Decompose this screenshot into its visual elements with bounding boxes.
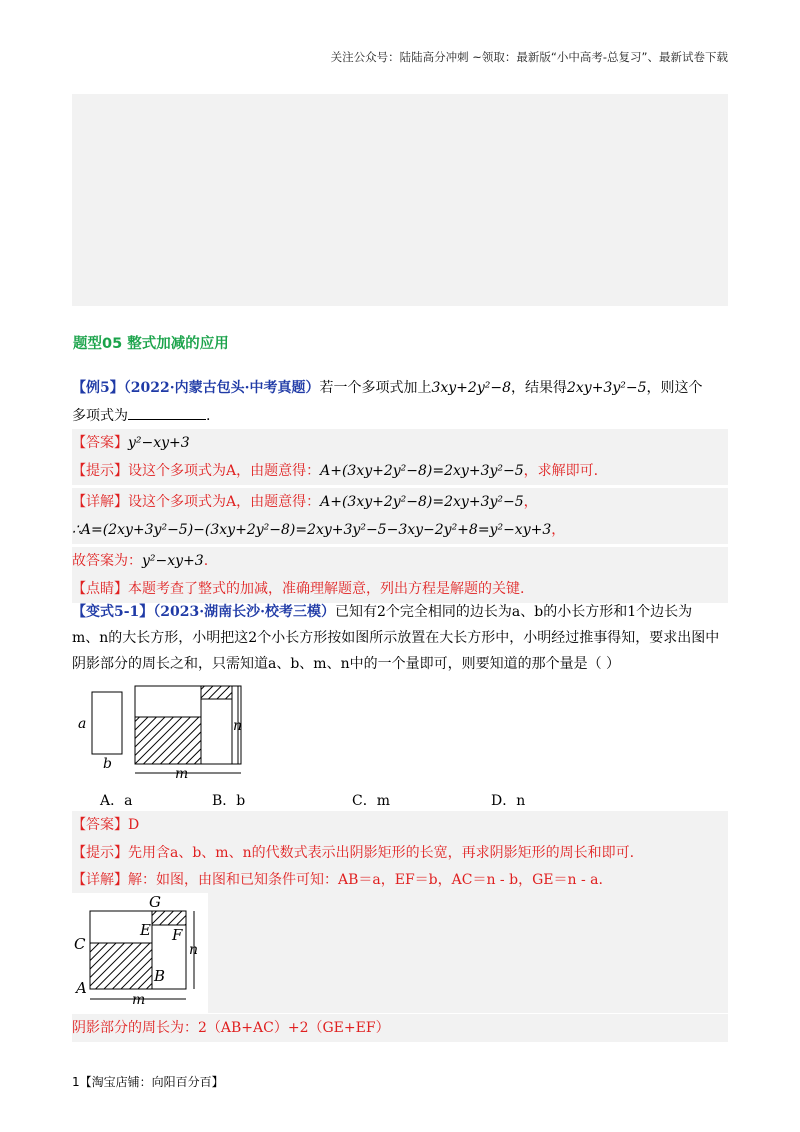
- example-text: 多项式为: [72, 408, 128, 424]
- example-text: 若一个多项式加上: [319, 380, 432, 396]
- example5-line1: [72, 378, 728, 398]
- variant-label: 【变式5-1】: [72, 604, 154, 620]
- detail-text: .: [203, 553, 209, 569]
- label-F: F: [172, 926, 183, 944]
- hint-text: 设这个多项式为A，由题意得：: [128, 463, 321, 479]
- example-expression-2: 2xy+3y²−5: [566, 380, 647, 396]
- detail-derivation: ∴A=(2xy+3y²−5)−(3xy+2y²−8)=2xy+3y²−5−3xy−2y²+8=y²−xy+3: [72, 522, 552, 538]
- label-m: m: [132, 992, 146, 1008]
- hint-label: 【提示】: [72, 463, 128, 479]
- answer-label: 【答案】: [72, 817, 128, 833]
- detail-expression: y²−xy+3: [142, 553, 204, 569]
- inner-rectangle-top-left: [135, 686, 201, 717]
- figure-rectangles: [72, 682, 252, 782]
- label-a: a: [78, 716, 87, 732]
- example5-line2: [72, 405, 728, 426]
- inner-rectangle-right: [201, 699, 232, 764]
- detail-expression: A+(3xy+2y²−8)=2xy+3y²−5: [320, 494, 524, 510]
- option-d[interactable]: D．n: [491, 793, 526, 809]
- blank-content-area: [72, 94, 728, 306]
- answer-value: y²−xy+3: [128, 435, 190, 451]
- small-rectangle: [92, 692, 122, 754]
- variant-source: （2023·湖南长沙·校考三模）: [153, 604, 336, 620]
- comment-text: 本题考查了整式的加减，准确理解题意，列出方程是解题的关键.: [128, 581, 525, 597]
- label-m: m: [175, 766, 189, 782]
- page-header: 关注公众号：陆陆高分冲刺 ~领取：最新版“小中高考-总复习”、最新试卷下载: [330, 50, 728, 64]
- variant-text: m、n的大长方形，小明把这2个小长方形按如图所示放置在大长方形中，小明经过推事得知，要求出图中: [72, 630, 720, 646]
- detail2-row: [72, 866, 728, 894]
- detail-text: 解：如图，由图和已知条件可知：AB＝a，EF＝b，AC＝n - b，GE＝n - a.: [128, 872, 603, 888]
- example-text: .: [206, 408, 211, 424]
- example-text: ，则这个: [646, 380, 703, 396]
- variant-text: 阴影部分的周长之和，只需知道a、b、m、n中的一个量即可，则要知道的那个量是（ ）: [72, 656, 621, 672]
- shaded-rectangle-left: [135, 717, 201, 764]
- hint-label: 【提示】: [72, 845, 128, 861]
- example-text: ，结果得: [510, 380, 567, 396]
- label-E: E: [140, 921, 151, 939]
- detail-text: ，: [523, 494, 538, 510]
- example-label: 【例5】: [72, 380, 124, 396]
- variant-line2: [72, 628, 728, 648]
- label-n: n: [233, 718, 243, 734]
- label-C: C: [74, 935, 86, 953]
- comment-label: 【点睛】: [72, 581, 128, 597]
- answer-value: D: [128, 817, 140, 833]
- detail1-row3: [72, 547, 728, 575]
- hint2-row: [72, 839, 728, 867]
- label-b: b: [103, 756, 112, 772]
- comment1-row: [72, 575, 728, 603]
- hint-text: 先用含a、b、m、n的代数式表示出阴影矩形的长宽，再求阴影矩形的周长和即可.: [128, 845, 635, 861]
- detail1-row2: [72, 516, 728, 544]
- variant-line1: [72, 602, 728, 622]
- shaded-rectangle-top: [201, 686, 232, 699]
- detail-text: 设这个多项式为A，由题意得：: [128, 494, 321, 510]
- perimeter-text: 阴影部分的周长为：2（AB+AC）+2（GE+EF）: [72, 1020, 390, 1036]
- example-expression-1: 3xy+2y²−8: [431, 380, 511, 396]
- option-a[interactable]: A．a: [100, 793, 133, 809]
- detail1-row: [72, 488, 728, 516]
- shaded-rectangle-left: [90, 943, 152, 989]
- example-source: （2022·内蒙古包头·中考真题）: [123, 380, 320, 396]
- option-c[interactable]: C．m: [352, 793, 390, 809]
- detail-label: 【详解】: [72, 494, 128, 510]
- option-b[interactable]: B．b: [212, 793, 246, 809]
- label-B: B: [154, 967, 166, 985]
- shaded-rectangle-top: [152, 911, 186, 925]
- label-G: G: [149, 893, 161, 911]
- answer2-row: [72, 811, 728, 839]
- label-n: n: [189, 942, 199, 958]
- detail-label: 【详解】: [72, 872, 128, 888]
- hint-expression: A+(3xy+2y²−8)=2xy+3y²−5: [320, 463, 524, 479]
- variant-text: 已知有2个完全相同的边长为a、b的小长方形和1个边长为: [335, 604, 693, 620]
- section-title: 题型05 整式加减的应用: [73, 336, 229, 352]
- answer1-row: [72, 429, 728, 457]
- figure-labeled-rectangles: [72, 893, 208, 1013]
- detail-text: 故答案为：: [72, 553, 142, 569]
- answer-label: 【答案】: [72, 435, 128, 451]
- answer-blank: [128, 405, 206, 420]
- detail-text: ，: [551, 522, 566, 538]
- variant-line3: [72, 654, 728, 674]
- label-A: A: [76, 979, 87, 997]
- page-footer: 1【淘宝店铺：向阳百分百】: [72, 1075, 224, 1089]
- perimeter-row: [72, 1014, 728, 1042]
- hint1-row: [72, 457, 728, 485]
- hint-text: ，求解即可.: [523, 463, 599, 479]
